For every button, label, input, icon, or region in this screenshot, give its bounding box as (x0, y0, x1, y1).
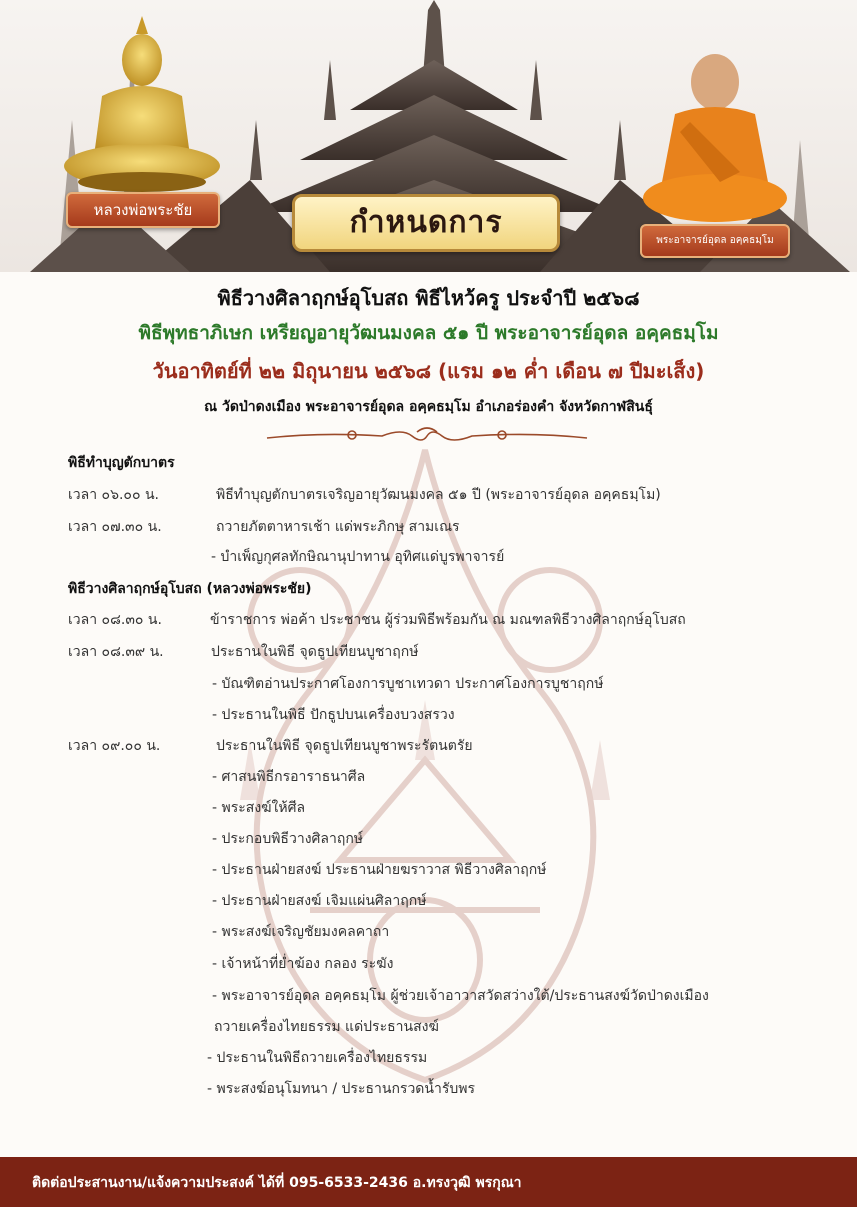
schedule-item: ถวายเครื่องไทยธรรม แด่ประธานสงฆ์ (214, 1019, 439, 1035)
schedule-item: - พระสงฆ์เจริญชัยมงคลคาถา (212, 924, 390, 940)
section-heading-alms: พิธีทำบุญตักบาตร (68, 455, 175, 471)
schedule-time: เวลา ๐๙.๐๐ น. (68, 738, 161, 754)
schedule-item: พิธีทำบุญตักบาตรเจริญอายุวัฒนมงคล ๕๑ ปี (พระอาจารย์อุดล อคฺคธมฺโม) (216, 487, 661, 503)
event-date: วันอาทิตย์ที่ ๒๒ มิถุนายน ๒๕๖๘ (แรม ๑๒ ค่ำ เดือน ๗ ปีมะเส็ง) (152, 359, 705, 383)
schedule-item: - พระสงฆ์ให้ศีล (212, 800, 306, 816)
contact-footer (0, 1157, 857, 1207)
header-banner (0, 0, 857, 272)
contact-info: ติดต่อประสานงาน/แจ้งความประสงค์ ได้ที่ 095-6533-2436 อ.ทรงวุฒิ พรกุณา (32, 1175, 522, 1191)
monk-portrait-icon (640, 52, 790, 224)
ceremony-title: พิธีวางศิลาฤกษ์อุโบสถ พิธีไหว้ครู ประจำปี ๒๕๖๘ (217, 286, 640, 310)
blessing-title: พิธีพุทธาภิเษก เหรียญอายุวัฒนมงคล ๕๑ ปี พระอาจารย์อุดล อคฺคธมฺโม (138, 322, 719, 344)
schedule-item: - เจ้าหน้าที่ย่ำฆ้อง กลอง ระฆัง (212, 956, 394, 972)
schedule-time: เวลา ๐๗.๓๐ น. (68, 519, 162, 535)
schedule-item: - ศาสนพิธีกรอาราธนาศีล (212, 769, 366, 785)
event-venue: ณ วัดป่าดงเมือง พระอาจารย์อุดล อคฺคธมฺโม อำเภอร่องคำ จังหวัดกาฬสินธุ์ (204, 399, 653, 415)
schedule-item: ถวายภัตตาหารเช้า แด่พระภิกษุ สามเณร (216, 519, 460, 535)
schedule-item: - ประธานในพิธี ปักธูปบนเครื่องบวงสรวง (212, 707, 455, 723)
schedule-item: - พระสงฆ์อนุโมทนา / ประธานกรวดน้ำรับพร (207, 1081, 475, 1097)
schedule-item: - ประกอบพิธีวางศิลาฤกษ์ (212, 831, 364, 847)
schedule-item: - พระอาจารย์อุดล อคฺคธมฺโม ผู้ช่วยเจ้าอาวาสวัดสว่างใต้/ประธานสงฆ์วัดป่าดงเมือง (212, 988, 709, 1004)
schedule-item: - บัณฑิตอ่านประกาศโองการบูชาเทวดา ประกาศโองการบูชาฤกษ์ (212, 676, 604, 692)
schedule-time: เวลา ๐๘.๓๙ น. (68, 644, 164, 660)
schedule-item: ประธานในพิธี จุดธูปเทียนบูชาพระรัตนตรัย (216, 738, 473, 754)
schedule-time: เวลา ๐๘.๓๐ น. (68, 612, 162, 628)
phra-ajarn-udon-label: พระอาจารย์อุดล อคฺคธมฺโม (640, 224, 790, 258)
schedule-time: เวลา ๐๖.๐๐ น. (68, 487, 159, 503)
schedule-item: - บำเพ็ญกุศลทักษิณานุปาทาน อุทิศแด่บูรพาจารย์ (211, 549, 505, 565)
schedule-item: ข้าราชการ พ่อค้า ประชาชน ผู้ร่วมพิธีพร้อมกัน ณ มณฑลพิธีวางศิลาฤกษ์อุโบสถ (210, 612, 686, 628)
buddha-statue-icon (62, 16, 222, 194)
section-heading-foundation-stone: พิธีวางศิลาฤกษ์อุโบสถ (หลวงพ่อพระชัย) (68, 581, 312, 597)
ornamental-divider-icon (262, 424, 592, 446)
luang-pho-phra-chai-label: หลวงพ่อพระชัย (66, 192, 220, 228)
schedule-item: ประธานในพิธี จุดธูปเทียนบูชาฤกษ์ (211, 644, 419, 660)
schedule-item: - ประธานฝ่ายสงฆ์ ประธานฝ่ายฆราวาส พิธีวางศิลาฤกษ์ (212, 862, 547, 878)
schedule-item: - ประธานในพิธีถวายเครื่องไทยธรรม (207, 1050, 428, 1066)
schedule-item: - ประธานฝ่ายสงฆ์ เจิมแผ่นศิลาฤกษ์ (212, 893, 427, 909)
schedule-heading: กำหนดการ (292, 194, 560, 252)
